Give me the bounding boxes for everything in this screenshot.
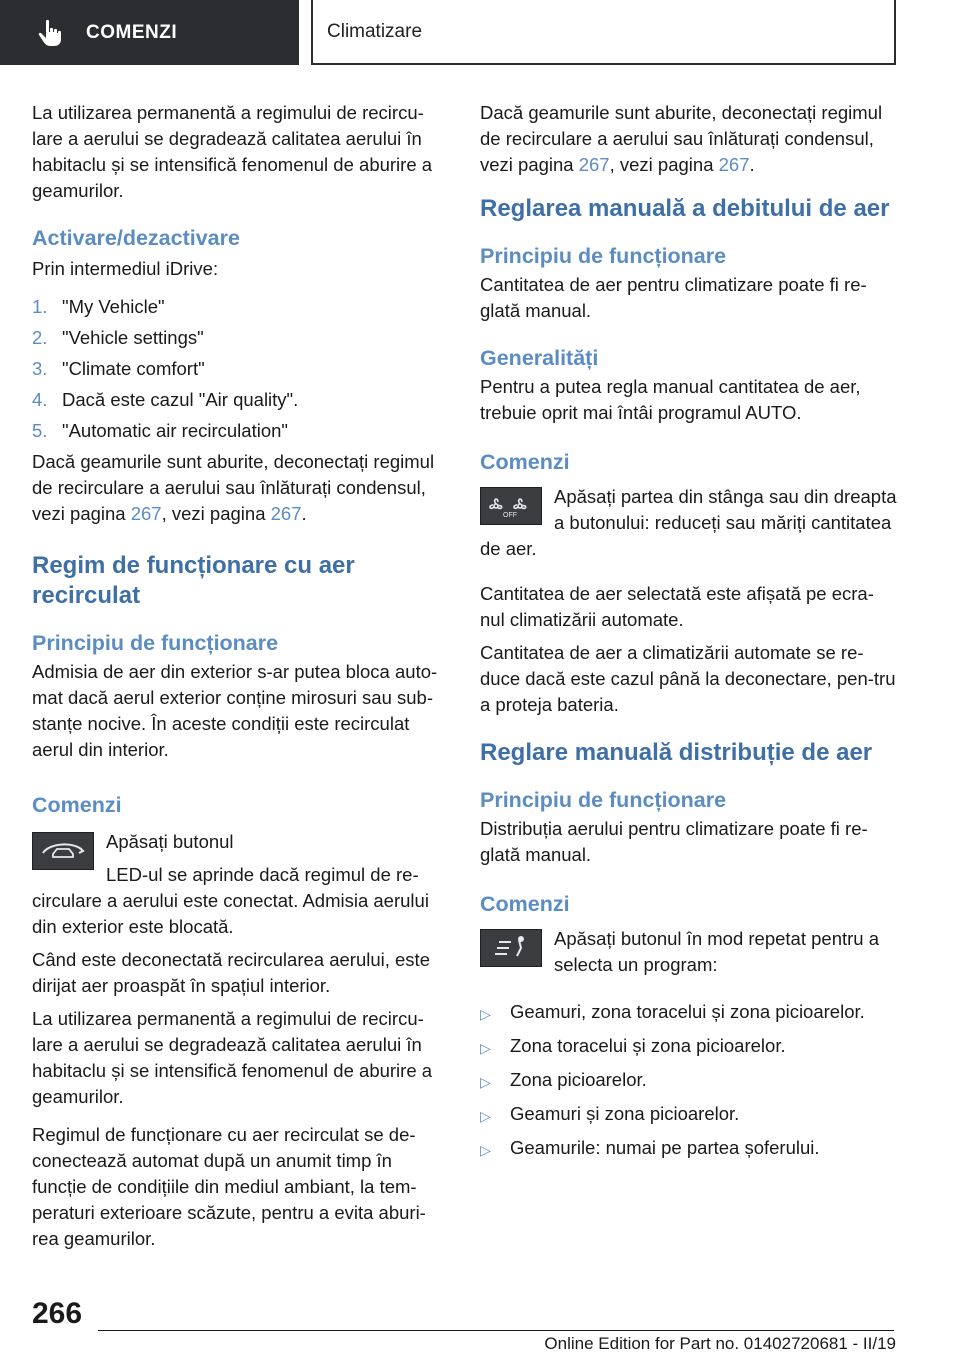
list-item: ▷ Geamurile: numai pe partea șoferului.: [480, 1135, 898, 1163]
chapter-title: Climatizare: [327, 20, 423, 42]
distributia-paragraph: Distribuția aerului pentru climatizare poate fi re-glată manual.: [480, 818, 868, 865]
list-item: ▷ Zona picioarelor.: [480, 1067, 898, 1095]
cantitatea-paragraph: Cantitatea de aer pentru climatizare poate fi re-glată manual.: [480, 274, 867, 321]
heading-regim: Regim de funcționare cu aer recirculat: [32, 552, 355, 609]
apasati-stanga-paragraph: Apăsați partea din stânga sau din dreapta a butonului: reduceți sau măriți cantitatea de aer.: [480, 486, 897, 559]
list-item: ▷ Zona toracelui și zona picioarelor.: [480, 1033, 898, 1061]
heading-principiu: Principiu de funcționare: [480, 788, 727, 812]
page-link[interactable]: 267: [718, 154, 750, 175]
cand-paragraph: Când este deconectată recircularea aerului, este dirijat aer proaspăt în spațiul interior.: [32, 949, 430, 996]
header-chapter-tab: [311, 0, 896, 65]
heading-principiu: Principiu de funcționare: [480, 244, 727, 268]
footer-divider: [98, 1330, 894, 1331]
page-link[interactable]: 267: [578, 154, 610, 175]
intro2-paragraph: La utilizarea permanentă a regimului de recircu-lare a aerului se degradează calitatea aerului în habitaclu și se intensifică fenomenul de aburire a geamurilor.: [32, 1008, 433, 1107]
triangle-bullet-icon: ▷: [480, 1108, 491, 1124]
page-link[interactable]: 267: [130, 503, 162, 524]
steps-list: [32, 294, 450, 444]
triangle-bullet-icon: ▷: [480, 1006, 491, 1022]
idrive-paragraph: Prin intermediul iDrive:: [32, 258, 219, 279]
aburite-paragraph: Dacă geamurile sunt aburite, deconectați regimul de recirculare a aerului sau înlăturați condensul, vezi pagina 267, vezi pagina 267.: [32, 451, 435, 524]
list-item: ▷ Geamuri și zona picioarelor.: [480, 1101, 898, 1129]
intro-paragraph: La utilizarea permanentă a regimului de recircu-lare a aerului se degradează calitatea aerului în habitaclu și se intensifică fenomenul de aburire a geamurilor.: [32, 102, 433, 201]
program-list: [480, 999, 898, 1163]
triangle-bullet-icon: ▷: [480, 1074, 491, 1090]
reduce-paragraph: Cantitatea de aer a climatizării automate se re-duce dacă este cazul până la deconectare, pen-tru a proteja bateria.: [480, 642, 896, 715]
regimul-paragraph: Regimul de funcționare cu aer recirculat se de-conectează automat după un anumit timp în funcție de condițiile din mediul ambiant, la tem-peraturi exterioare scăzute, pentru a evita aburi-rea geamurilor.: [32, 1124, 426, 1249]
air-recirculation-button-icon: [32, 832, 94, 870]
admisia-paragraph: Admisia de aer din exterior s-ar putea bloca auto-mat dacă aerul exterior conține mirosuri sau sub-stanțe nocive. În aceste condiții este recirculat aerul din interior.: [32, 661, 438, 760]
list-item: ▷ Geamuri, zona toracelui și zona picioarelor.: [480, 999, 898, 1027]
heading-comenzi: Comenzi: [32, 793, 122, 817]
apasati-paragraph: Apăsați butonul: [106, 831, 234, 852]
triangle-bullet-icon: ▷: [480, 1040, 491, 1056]
page-link[interactable]: 267: [270, 503, 302, 524]
left-column: [32, 100, 450, 1259]
pointing-hand-icon: [34, 16, 68, 50]
list-item: 5. "Automatic air recirculation": [32, 420, 288, 441]
selectata-paragraph: Cantitatea de aer selectată este afișată pe ecra-nul climatizării automate.: [480, 583, 874, 630]
led-paragraph: LED-ul se aprinde dacă regimul de re-circulare a aerului este conectat. Admisia aerului din exterior este blocată.: [32, 864, 429, 937]
aburite-paragraph: Dacă geamurile sunt aburite, deconectați regimul de recirculare a aerului sau înlăturați condensul, vezi pagina 267, vezi pagina 267.: [480, 102, 883, 175]
pentru-paragraph: Pentru a putea regla manual cantitatea de aer, trebuie oprit mai întâi programul AUTO.: [480, 376, 861, 423]
heading-activare: Activare/dezactivare: [32, 226, 240, 250]
heading-principiu: Principiu de funcționare: [32, 631, 279, 655]
right-column: [480, 100, 898, 1169]
svg-text:OFF: OFF: [503, 512, 517, 519]
heading-generalitati: Generalități: [480, 346, 599, 370]
section-label: COMENZI: [86, 21, 178, 43]
air-distribution-button-icon: [480, 929, 542, 967]
fan-speed-button-icon: [480, 487, 542, 525]
apasati-repetat-paragraph: Apăsați butonul în mod repetat pentru a selecta un program:: [554, 928, 879, 975]
triangle-bullet-icon: ▷: [480, 1142, 491, 1158]
list-item: 4. Dacă este cazul "Air quality".: [32, 389, 299, 410]
heading-comenzi: Comenzi: [480, 450, 570, 474]
header-section-tab: [0, 0, 299, 65]
edition-note: Online Edition for Part no. 01402720681 - II/19: [544, 1334, 896, 1353]
heading-debit: Reglarea manuală a debitului de aer: [480, 195, 890, 222]
list-item: 3. "Climate comfort": [32, 358, 205, 379]
heading-comenzi: Comenzi: [480, 892, 570, 916]
page-number: 266: [32, 1297, 83, 1330]
list-item: 1. "My Vehicle": [32, 296, 165, 317]
heading-distributie: Reglare manuală distribuție de aer: [480, 739, 873, 766]
list-item: 2. "Vehicle settings": [32, 327, 204, 348]
